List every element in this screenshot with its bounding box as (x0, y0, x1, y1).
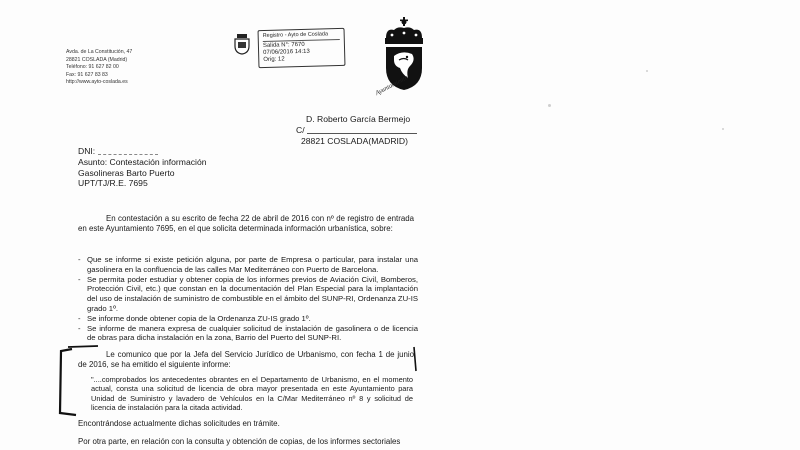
scan-speck (722, 128, 724, 130)
stamp-line: 07/06/2016 14:13 (263, 48, 310, 57)
bullet-mark: - (78, 274, 81, 284)
list-item (78, 314, 418, 324)
closing-paragraph: Por otra parte, en relación con la consulta y obtención de copias, de los informes sectoriales (78, 437, 401, 446)
scan-speck (646, 70, 648, 72)
dni-label: DNI: (78, 146, 96, 156)
address-line: Avda. de La Constitución, 47 (66, 49, 133, 55)
list-item (78, 255, 418, 275)
small-coat-of-arms-icon (233, 33, 251, 55)
scan-speck (548, 104, 551, 107)
request-list (78, 255, 418, 343)
list-item-text: Se informe donde obtener copia de la Ordenanza ZU-IS grado 1º. (87, 313, 311, 323)
recipient-street (296, 125, 417, 136)
address-line: http://www.ayto-coslada.es (66, 79, 128, 86)
recipient-street-prefix: C/ (296, 125, 305, 135)
bullet-mark: - (78, 255, 81, 264)
subject-line: Asunto: Contestación información (78, 156, 207, 167)
communication-paragraph: Le comunico que por la Jefa del Servicio Jurídico de Urbanismo, con fecha 1 de junio de 2016, se ha emitido el siguiente informe: (78, 350, 414, 370)
recipient-name: D. Roberto García Bermejo (306, 114, 411, 124)
address-line: 28821 COSLADA (Madrid) (66, 56, 128, 63)
list-item-text: Se informe de manera expresa de cualquier solicitud de instalación de gasolinera o de licencia de obras para dicha instalación en la zona, Barrio del Puerto del SUNP-RI. (87, 323, 418, 343)
registry-stamp (258, 28, 346, 68)
letterhead-address (66, 49, 132, 87)
dni-line (78, 146, 207, 157)
intro-paragraph: En contestación a su escrito de fecha 22 de abril de 2016 con nº de registro de entrada en este Ayuntamiento 7695, en el que solicita determinada información urbanística, sobre: (78, 214, 414, 234)
address-line: Teléfono: 91 627 82 00 (66, 64, 119, 71)
quote-tail: Encontrándose actualmente dichas solicitudes en trámite. (78, 419, 280, 428)
redacted-dni (98, 149, 158, 155)
redacted-street (307, 127, 417, 134)
crest-label: Ayuntamiento (374, 74, 410, 97)
list-item-text: Se permita poder estudiar y obtener copia de los informes previos de Aviación Civil, Bomberos, Protección Civil, etc.) que constan en la documentación del Plan Especial para la implantación del uso de instalación de suministro de combustible en el ámbito del SUNP-RI, Ordenanza ZU-IS grado 1º. (87, 274, 418, 313)
stamp-line: Salida N°: 7670 (262, 41, 305, 50)
subject-line-2: Gasolineras Barto Puerto (78, 167, 175, 178)
bullet-mark: - (78, 313, 81, 323)
subject-block (78, 146, 207, 189)
list-item-text: Que se informe si existe petición alguna, por parte de Empresa o particular, para instalar una gasolinera en la confluencia de las calles Mar Mediterráneo con Puerto de Barcelona. (87, 255, 418, 274)
address-line: Fax: 91 627 83 83 (66, 71, 108, 78)
reference-line: UPT/TJ/R.E. 7695 (78, 178, 148, 189)
stamp-line: Orig: 12 (263, 56, 285, 64)
stamp-header: Registro - Ayto de Coslada (263, 31, 340, 42)
list-item (78, 275, 418, 314)
quoted-report: "....comprobados los antecedentes obrantes en el Departamento de Urbanismo, en el momento actual, consta una solicitud de licencia de obra mayor presentada en este Ayuntamiento para Unidad de Suministro y lavadero de Vehículos en la C/Mar Mediterráneo nº 8 y solicitud de licencia de instalación para la citada actividad. (91, 375, 413, 413)
recipient-city: 28821 COSLADA(MADRID) (301, 136, 408, 146)
bullet-mark: - (78, 323, 81, 333)
recipient-block (296, 114, 417, 147)
